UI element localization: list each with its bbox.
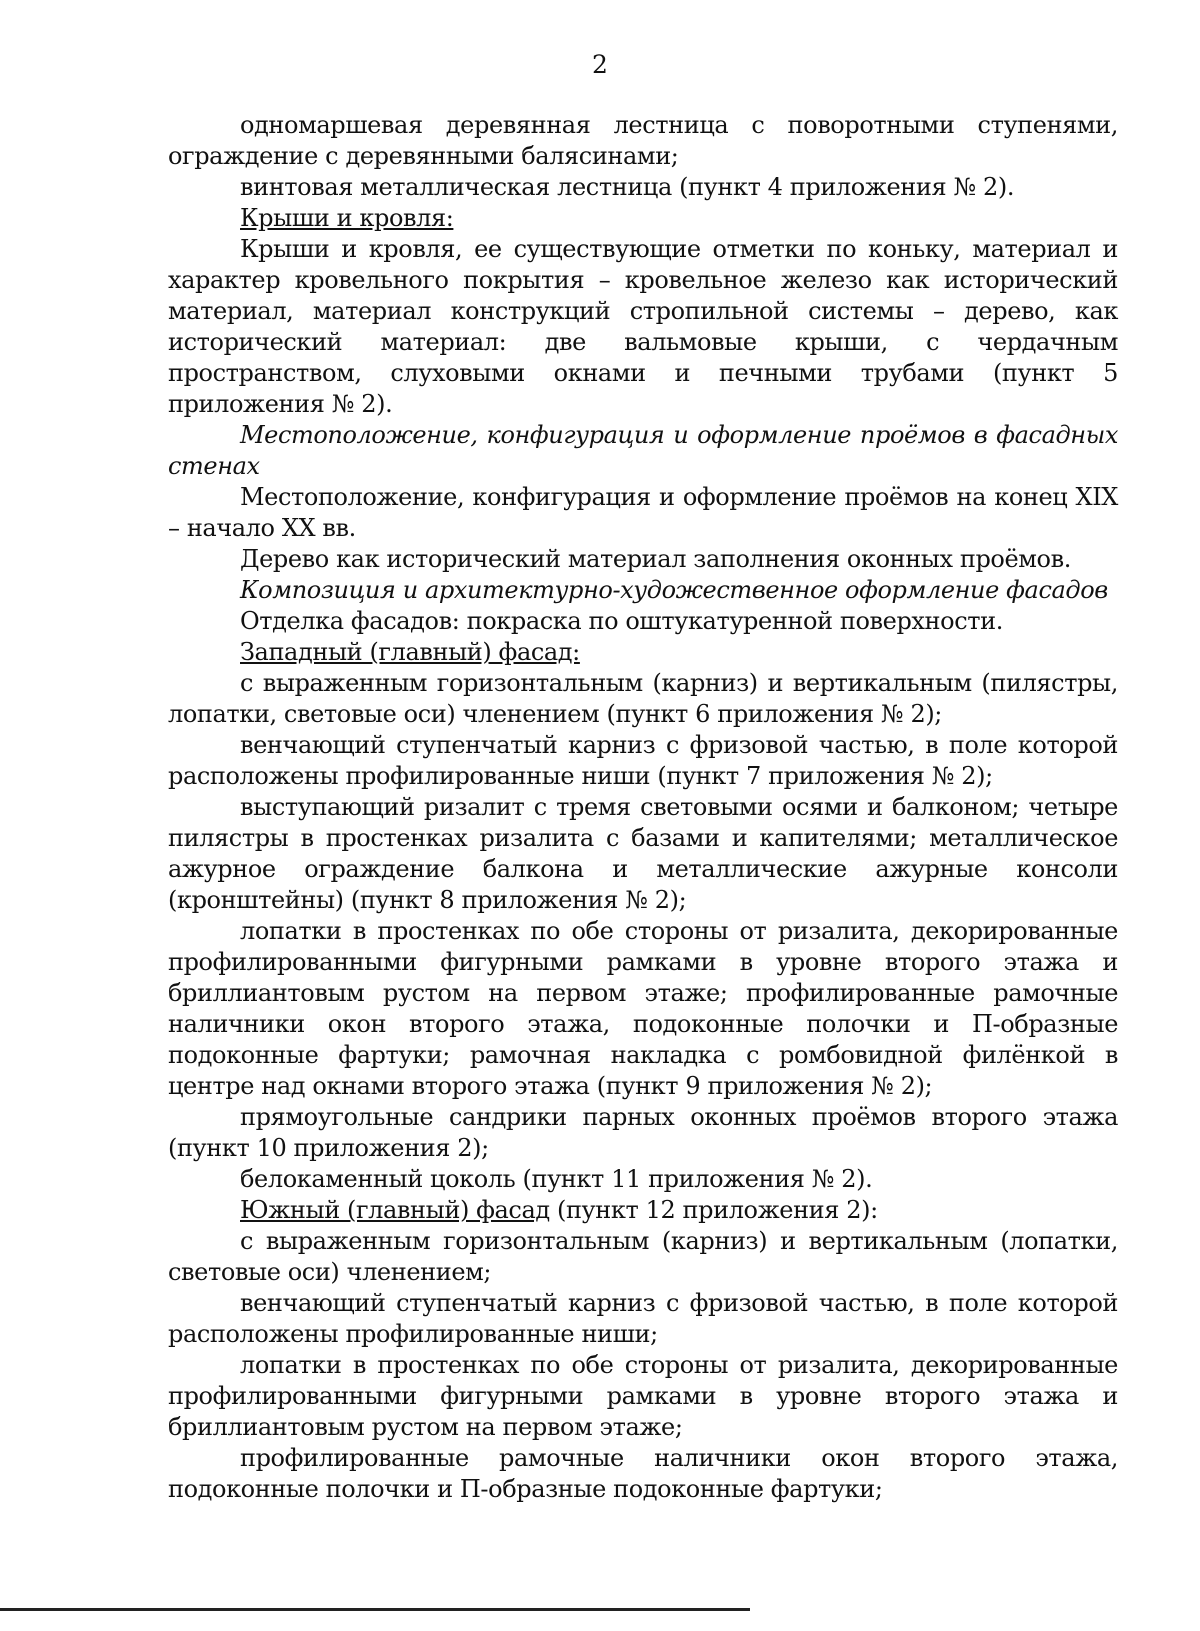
paragraph-openings-material: Дерево как исторический материал заполнения оконных проёмов. <box>240 545 1071 573</box>
document-body <box>168 110 1118 1505</box>
paragraph-south-division: с выраженным горизонтальным (карниз) и вертикальным (лопатки, световые оси) членением; <box>168 1227 1118 1286</box>
paragraph-south-cornice: венчающий ступенчатый карниз с фризовой частью, в поле которой расположены профилированные ниши; <box>168 1289 1118 1348</box>
section-heading-roofs <box>168 203 1118 234</box>
paragraph-west-risalit: выступающий ризалит с тремя световыми осями и балконом; четыре пилястры в простенках ризалита с базами и капителями; металлическое ажурное ограждение балкона и металлические ажурные консоли (кронштейны) (пункт 8 приложения № 2); <box>168 793 1118 914</box>
page-number: 2 <box>592 50 608 79</box>
paragraph-roofs: Крыши и кровля, ее существующие отметки по коньку, материал и характер кровельного покрытия – кровельное железо как исторический материал, материал конструкций стропильной системы – дерево, как исторический материал: две вальмовые крыши, с чердачным пространством, слуховыми окнами и печными трубами (пункт 5 приложения № 2). <box>168 235 1118 418</box>
bottom-scan-edge <box>0 1608 750 1611</box>
paragraph-west-division: с выраженным горизонтальным (карниз) и вертикальным (пилястры, лопатки, световые оси) членением (пункт 6 приложения № 2); <box>168 669 1118 728</box>
section-heading-west-facade-text: Западный (главный) фасад: <box>240 638 580 666</box>
paragraph-west-plinth: белокаменный цоколь (пункт 11 приложения № 2). <box>240 1165 873 1193</box>
paragraph-staircase-spiral: винтовая металлическая лестница (пункт 4 приложения № 2). <box>240 173 1015 201</box>
section-heading-west-facade <box>168 637 1118 668</box>
paragraph-openings-config: Местоположение, конфигурация и оформление проёмов на конец XIX – начало XX вв. <box>168 483 1118 542</box>
paragraph-south-pilasters: лопатки в простенках по обе стороны от ризалита, декорированные профилированными фигурными рамками в уровне второго этажа и бриллиантовым рустом на первом этаже; <box>168 1351 1118 1441</box>
paragraph-west-pilasters: лопатки в простенках по обе стороны от ризалита, декорированные профилированными фигурными рамками в уровне второго этажа и бриллиантовым рустом на первом этаже; профилированные рамочные наличники окон второго этажа, подоконные полочки и П-образные подоконные фартуки; рамочная накладка с ромбовидной филёнкой в центре над окнами второго этажа (пункт 9 приложения № 2); <box>168 917 1118 1100</box>
section-heading-south-facade-ref: (пункт 12 приложения 2): <box>549 1196 878 1224</box>
paragraph-facade-finish: Отделка фасадов: покраска по оштукатуренной поверхности. <box>240 607 1003 635</box>
section-heading-facades: Композиция и архитектурно-художественное оформление фасадов <box>240 576 1108 604</box>
paragraph-west-cornice: венчающий ступенчатый карниз с фризовой частью, в поле которой расположены профилированные ниши (пункт 7 приложения № 2); <box>168 731 1118 790</box>
paragraph-staircase-single: одномаршевая деревянная лестница с поворотными ступенями, ограждение с деревянными балясинами; <box>168 111 1118 170</box>
section-heading-south-facade-text: Южный (главный) фасад <box>240 1196 550 1224</box>
section-heading-openings: Местоположение, конфигурация и оформление проёмов в фасадных стенах <box>168 421 1118 480</box>
paragraph-south-window-frames: профилированные рамочные наличники окон второго этажа, подоконные полочки и П-образные подоконные фартуки; <box>168 1444 1118 1503</box>
section-heading-south-facade <box>168 1195 1118 1226</box>
paragraph-west-sandriks: прямоугольные сандрики парных оконных проёмов второго этажа (пункт 10 приложения 2); <box>168 1103 1118 1162</box>
section-heading-roofs-text: Крыши и кровля: <box>240 204 454 232</box>
